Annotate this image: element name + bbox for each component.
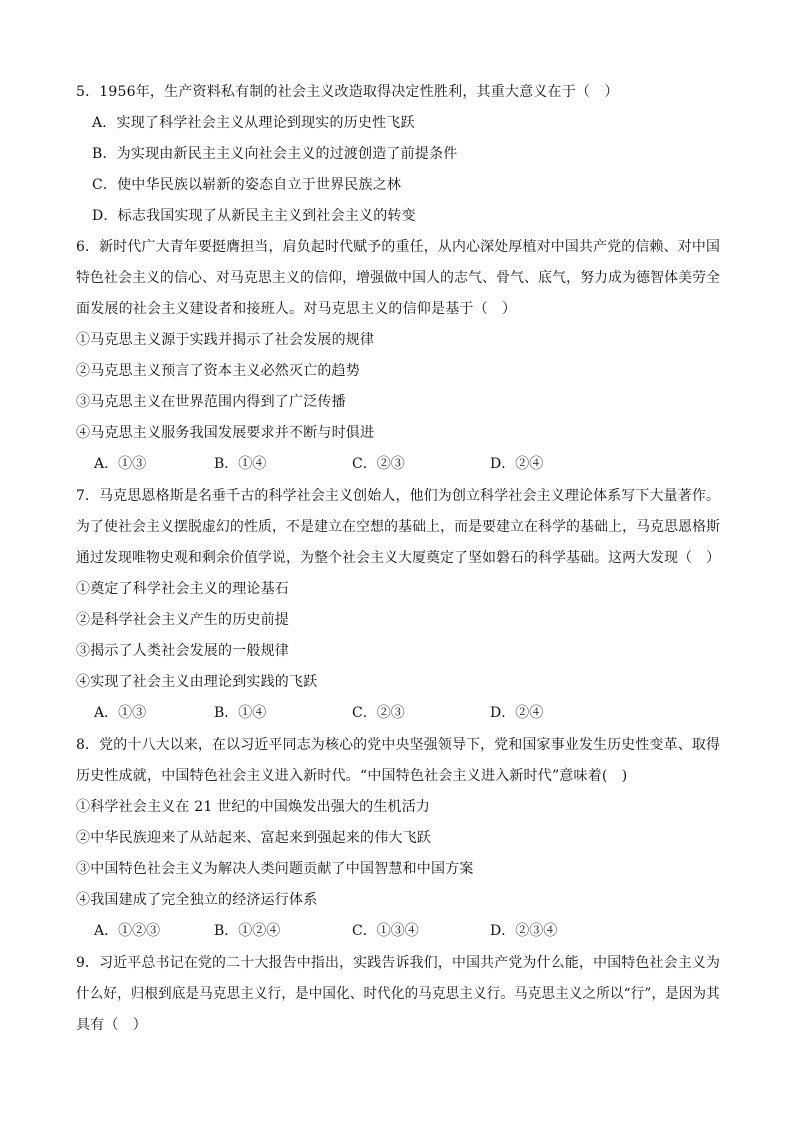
q6-choice-d: D．②④: [490, 456, 544, 472]
q6-stem-line-3: 面发展的社会主义建设者和接班人。对马克思主义的信仰是基于（ ）: [76, 301, 517, 317]
q7-stem-line-2: 为了使社会主义摆脱虚幻的性质，不是建立在空想的基础上，而是要建立在科学的基础上，马克思恩格斯: [76, 519, 721, 535]
q9-stem-line-2: 什么好，归根到底是马克思主义行，是中国化、时代化的马克思主义行。马克思主义之所以“行”，是因为其: [76, 986, 720, 1002]
q7-item-1: ①奠定了科学社会主义的理论基石: [76, 581, 289, 597]
q6-stem-line-1: 6．新时代广大青年要挺膺担当，肩负起时代赋予的重任，从内心深处厚植对中国共产党的信赖、对中国: [76, 239, 721, 255]
q8-choice-d: D．②③④: [490, 923, 558, 939]
q7-item-3: ③揭示了人类社会发展的一般规律: [76, 643, 289, 659]
q5-option-a: A．实现了科学社会主义从理论到现实的历史性飞跃: [92, 115, 415, 131]
q6-stem-line-2: 特色社会主义的信心、对马克思主义的信仰，增强做中国人的志气、骨气、底气，努力成为德智体美劳全: [76, 270, 721, 286]
q7-choice-b: B．①④: [214, 705, 267, 721]
q7-choice-c: C．②③: [352, 705, 405, 721]
q5-option-b: B．为实现由新民主主义向社会主义的过渡创造了前提条件: [92, 146, 458, 162]
q7-item-2: ②是科学社会主义产生的历史前提: [76, 612, 289, 628]
q7-item-4: ④实现了社会主义由理论到实践的飞跃: [76, 674, 318, 690]
q5-stem-line-1: 5．1956年，生产资料私有制的社会主义改造取得决定性胜利，其重大意义在于（ ）: [76, 84, 619, 100]
q8-item-2: ②中华民族迎来了从站起来、富起来到强起来的伟大飞跃: [76, 830, 431, 846]
q9-stem-line-1: 9．习近平总书记在党的二十大报告中指出，实践告诉我们，中国共产党为什么能，中国特色社会主义为: [76, 955, 721, 971]
q5-option-c: C．使中华民族以崭新的姿态自立于世界民族之林: [92, 177, 402, 193]
q9-stem-line-3: 具有（ ）: [76, 1017, 147, 1033]
q8-item-4: ④我国建成了完全独立的经济运行体系: [76, 892, 318, 908]
q6-item-4: ④马克思主义服务我国发展要求并不断与时俱进: [76, 425, 375, 441]
q8-choice-a: A．①②③: [94, 923, 161, 939]
q6-item-1: ①马克思主义源于实践并揭示了社会发展的规律: [76, 332, 375, 348]
q7-stem-line-1: 7．马克思恩格斯是名垂千古的科学社会主义创始人，他们为创立科学社会主义理论体系写下大量著作。: [76, 488, 721, 504]
q6-choice-a: A．①③: [94, 456, 147, 472]
q6-item-3: ③马克思主义在世界范围内得到了广泛传播: [76, 394, 346, 410]
q6-choice-c: C．②③: [352, 456, 405, 472]
q5-option-d: D．标志我国实现了从新民主主义到社会主义的转变: [92, 208, 416, 224]
q6-choice-b: B．①④: [214, 456, 267, 472]
q6-item-2: ②马克思主义预言了资本主义必然灭亡的趋势: [76, 363, 360, 379]
q8-stem-line-2: 历史性成就，中国特色社会主义进入新时代。“中国特色社会主义进入新时代”意味着( ): [76, 768, 628, 784]
q8-item-3: ③中国特色社会主义为解决人类问题贡献了中国智慧和中国方案: [76, 861, 474, 877]
q8-choice-b: B．①②④: [214, 923, 281, 939]
q7-choice-d: D．②④: [490, 705, 544, 721]
q7-stem-line-3: 通过发现唯物史观和剩余价值学说，为整个社会主义大厦奠定了坚如磐石的科学基础。这两大发现（ ）: [76, 550, 721, 566]
q8-choice-c: C．①③④: [352, 923, 419, 939]
q8-item-1: ①科学社会主义在 21 世纪的中国焕发出强大的生机活力: [76, 799, 431, 815]
q8-stem-line-1: 8．党的十八大以来，在以习近平同志为核心的党中央坚强领导下，党和国家事业发生历史性变革、取得: [76, 737, 721, 753]
q7-choice-a: A．①③: [94, 705, 147, 721]
